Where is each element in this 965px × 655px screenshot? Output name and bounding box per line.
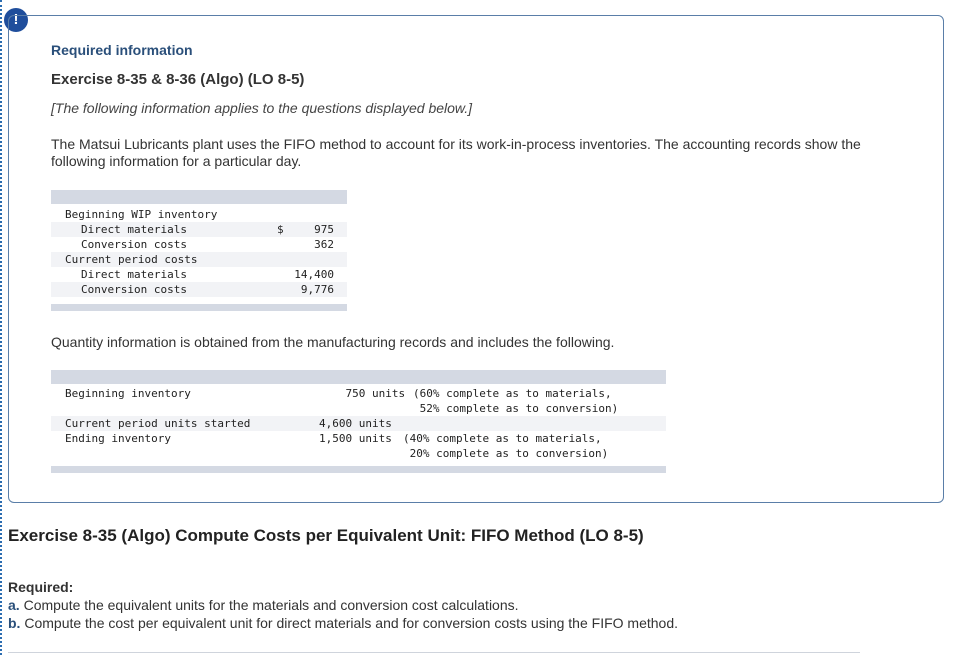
alert-icon: ! <box>4 8 28 32</box>
exercise-title: Exercise 8-35 & 8-36 (Algo) (LO 8-5) <box>51 71 305 88</box>
row-units: 750 units <box>319 387 406 400</box>
table-row <box>51 237 347 252</box>
row-value: 9,776 <box>300 283 334 296</box>
dollar-sign: $ <box>277 223 284 236</box>
table-row <box>51 222 347 237</box>
row-value: 362 <box>314 238 334 251</box>
row-label: Conversion costs <box>81 283 187 296</box>
item-text: Compute the equivalent units for the materials and conversion cost calculations. <box>19 597 519 613</box>
table-row <box>51 267 347 282</box>
exercise-note: [The following information applies to the questions displayed below.] <box>51 100 473 116</box>
row-note-line1: (60% complete as to materials, <box>413 387 612 400</box>
intro-paragraph: The Matsui Lubricants plant uses the FIFO method to account for its work-in-process inventories. The accounting records show the following information for a particular day. <box>51 136 861 169</box>
table-row <box>51 416 666 431</box>
row-label: Conversion costs <box>81 238 187 251</box>
required-information-card <box>8 15 944 503</box>
required-information-heading: Required information <box>51 42 193 58</box>
table-row <box>51 252 347 267</box>
table-header-bar <box>51 370 666 384</box>
row-units: 4,600 units <box>319 417 392 430</box>
item-letter: a. <box>8 597 20 613</box>
table-row <box>51 386 666 416</box>
cost-table <box>51 190 347 311</box>
row-label: Beginning inventory <box>65 387 191 400</box>
bottom-divider <box>8 652 860 653</box>
item-letter: b. <box>8 615 21 631</box>
required-label: Required: <box>8 579 74 595</box>
row-label: Ending inventory <box>65 432 171 445</box>
table-footer-bar <box>51 304 347 311</box>
table-row <box>51 207 347 222</box>
row-note-line1: (40% complete as to materials, <box>403 432 602 445</box>
row-units: 1,500 units <box>319 432 392 445</box>
row-value: 975 <box>314 223 334 236</box>
left-dotted-rule <box>0 0 2 655</box>
sub-exercise-title: Exercise 8-35 (Algo) Compute Costs per Equivalent Unit: FIFO Method (LO 8-5) <box>8 526 644 545</box>
quantity-table <box>51 370 666 473</box>
row-note-line2: 52% complete as to conversion) <box>413 402 619 415</box>
row-label: Direct materials <box>81 223 187 236</box>
table-row <box>51 431 666 461</box>
row-note-line2: 20% complete as to conversion) <box>403 447 609 460</box>
row-label: Current period costs <box>65 253 198 266</box>
required-item-a <box>8 597 519 613</box>
quantity-intro: Quantity information is obtained from the manufacturing records and includes the following. <box>51 334 615 350</box>
required-item-b <box>8 615 678 631</box>
row-label: Current period units started <box>65 417 251 430</box>
table-footer-bar <box>51 466 666 473</box>
table-header-bar <box>51 190 347 204</box>
table-row <box>51 282 347 297</box>
row-value: 14,400 <box>294 268 334 281</box>
row-label: Direct materials <box>81 268 187 281</box>
row-label: Beginning WIP inventory <box>65 208 218 221</box>
item-text: Compute the cost per equivalent unit for direct materials and for conversion costs using the FIFO method. <box>20 615 678 631</box>
